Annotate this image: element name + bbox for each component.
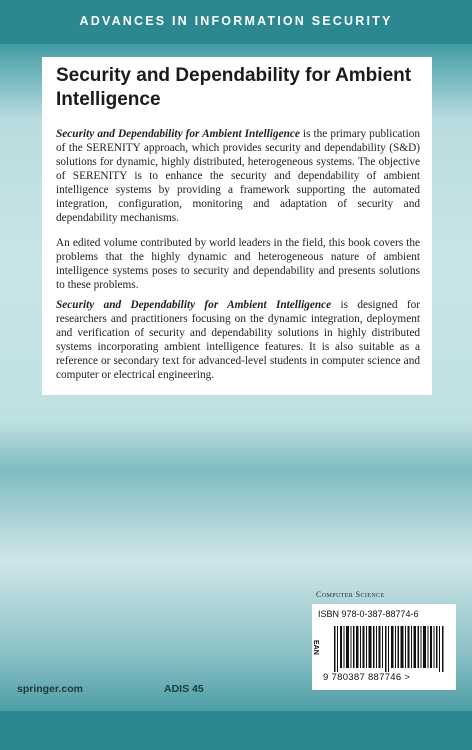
book-title: Security and Dependability for Ambient Intelligence [56, 65, 412, 110]
bottom-band [0, 711, 472, 750]
series-title: ADVANCES IN INFORMATION SECURITY [79, 14, 393, 28]
paragraph-text: is designed for researchers and practitioners focusing on the dynamic integration, deployment and verification of security and dependability solutions in highly distributed systems incorporating ambient intelligence features. It is also suitable as a reference or secondary text for advanced-level students in computer science and computer or electrical engineering. [56, 299, 420, 381]
title-emphasis: Security and Dependability for Ambient Intelligence [56, 299, 332, 311]
description-paragraph-2: An edited volume contributed by world leaders in the field, this book covers the problems that the highly dynamic and heterogeneous nature of ambient intelligence systems poses to security and dependability and presents solutions to these problems. [56, 237, 420, 291]
description-paragraph-1 [56, 127, 420, 225]
description-paragraph-3 [56, 298, 420, 382]
barcode-digits: 9 780387 887746 > [323, 672, 411, 683]
subject-category: Computer Science [316, 590, 385, 599]
isbn-text: ISBN 978-0-387-88774-6 [318, 609, 419, 619]
barcode-icon [334, 626, 446, 672]
paragraph-text: is the primary publication of the SERENITY approach, which provides security and dependability (S&D) solutions for dynamic, highly distributed, heterogeneous systems. The objective of SERENITY is to enhance the security and dependability of ambient intelligence systems by providing a framework supporting the automated integration, configuration, monitoring and adaptation of security and dependability mechanisms. [56, 128, 420, 224]
publisher-url[interactable]: springer.com [17, 683, 83, 695]
ean-label: EAN [312, 640, 319, 655]
title-emphasis: Security and Dependability for Ambient Intelligence [56, 128, 300, 140]
series-code: ADIS 45 [164, 683, 204, 695]
